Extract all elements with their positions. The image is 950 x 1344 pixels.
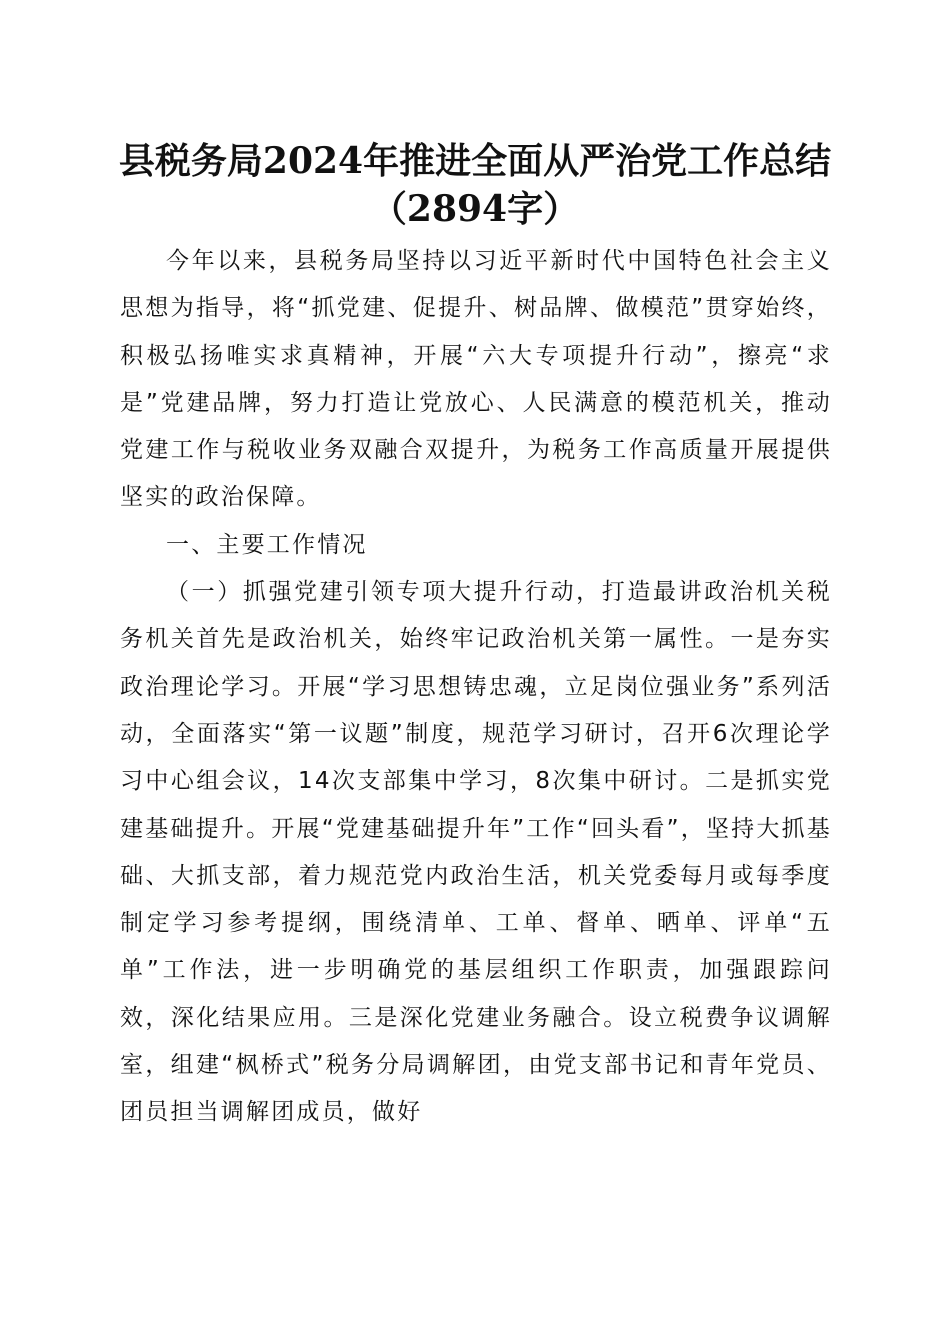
subsection-heading: （一）抓强党建引领专项大提升行动，打造最讲政治机关 — [166, 579, 807, 606]
subsection-body: 税务机关首先是政治机关，始终牢记政治机关第一属性。一是夯实政治理论学习。开展“学习思想铸忠魂，立足岗位强业务”系列活动，全面落实“第一议题”制度，规范学习研讨，召开6次理论学习中心组会议，14次支部集中学习，8次集中研讨。二是抓实党建基础提升。开展“党建基础提升年”工作“回头看”，坚持大抓基础、大抓支部，着力规范党内政治生活，机关党委每月或每季度制定学习参考提纲，围绕清单、工单、督单、晒单、评单“五单”工作法，进一步明确党的基层组织工作职责，加强跟踪问效，深化结果应用。三是深化党建业务融合。设立税费争议调解室，组建“枫桥式”税务分局调解团，由党支部书记和青年党员、团员担当调解团成员，做好 — [120, 579, 832, 1126]
subsection-paragraph — [120, 569, 832, 1137]
document-body — [120, 238, 832, 1137]
document-title: 县税务局2024年推进全面从严治党工作总结 — [118, 140, 832, 182]
intro-paragraph: 今年以来，县税务局坚持以习近平新时代中国特色社会主义思想为指导，将“抓党建、促提升、树品牌、做模范”贯穿始终，积极弘扬唯实求真精神，开展“六大专项提升行动”，擦亮“求是”党建品牌，努力打造让党放心、人民满意的模范机关，推动党建工作与税收业务双融合双提升，为税务工作高质量开展提供坚实的政治保障。 — [120, 248, 832, 511]
section-heading-main-work: 一、主要工作情况 — [166, 531, 368, 558]
document-word-count: （2894字） — [370, 188, 580, 230]
